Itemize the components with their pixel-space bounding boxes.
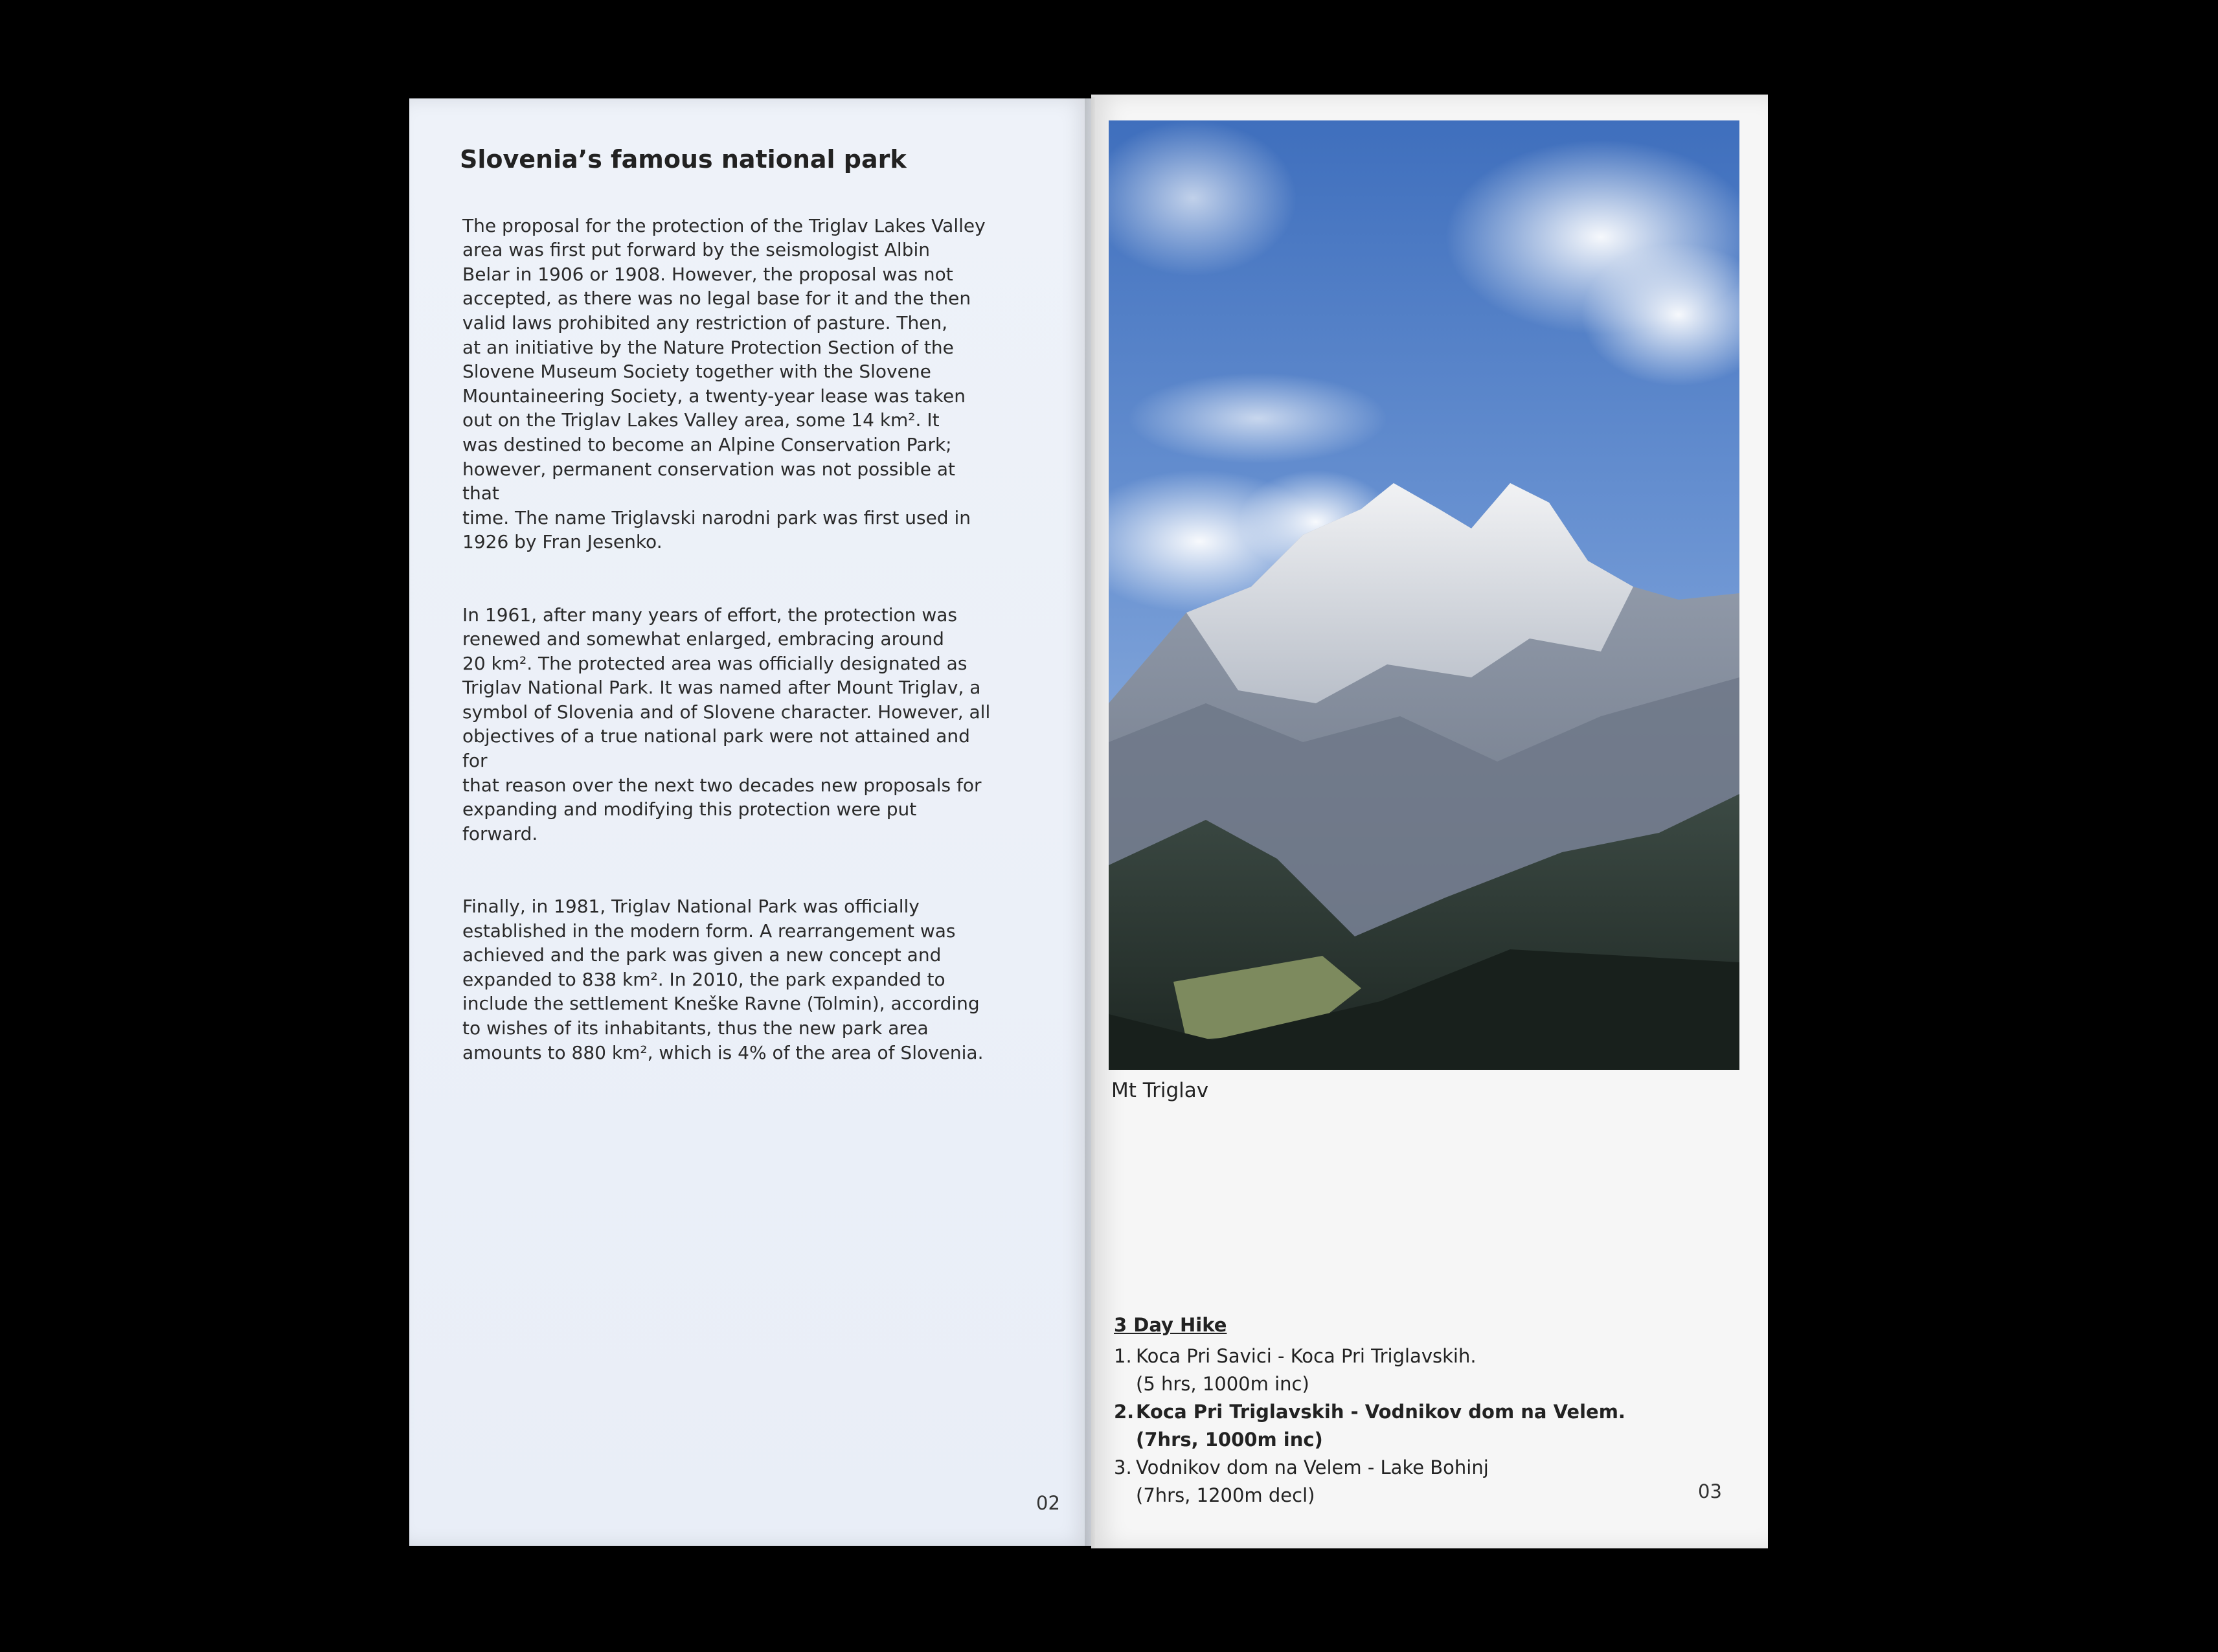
hike-item-number: 3. [1114, 1456, 1132, 1478]
hike-title: 3 Day Hike [1114, 1314, 1227, 1336]
hike-item [1114, 1398, 1697, 1454]
body-text [462, 189, 993, 1113]
page-gutter [1085, 97, 1095, 1548]
paragraph-1: The proposal for the protection of the Triglav Lakes Valley area was first put forward by the seismologist Albin Belar in 1906 or 1908. However, the proposal was not accepted, as there was no legal base for it and the then valid laws prohibited any restriction of pasture. Then, at an initiative by the Nature Protection Section of the Slovene Museum Society together with the Slovene Mountaineering Society, a twenty-year lease was taken out on the Triglav Lakes Valley area, some 14 km². It was destined to become an Alpine Conservation Park; however, permanent conservation was not possible at that time. The name Triglavski narodni park was first used in 1926 by Fran Jesenko. [462, 214, 986, 553]
hike-item-number: 1. [1114, 1345, 1132, 1367]
hike-section [1114, 1311, 1697, 1510]
hike-item-text: Koca Pri Triglavskih - Vodnikov dom na Velem. (7hrs, 1000m inc) [1136, 1401, 1625, 1451]
hike-item [1114, 1342, 1697, 1398]
photo-caption: Mt Triglav [1111, 1079, 1209, 1102]
paragraph-3: Finally, in 1981, Triglav National Park was officially established in the modern form. A rearrangement was achieved and the park was given a new concept and expanded to 838 km². In 2010, the park expanded to include the settlement Kneške Ravne (Tolmin), according to wishes of its inhabitants, thus the new park area amounts to 880 km², which is 4% of the area of Slovenia. [462, 896, 984, 1063]
mountain-photo [1109, 120, 1739, 1070]
hike-item-text: Koca Pri Savici - Koca Pri Triglavskih. (5 hrs, 1000m inc) [1136, 1345, 1477, 1395]
mountain-photo-icon [1109, 120, 1739, 1070]
page-number-right: 03 [1698, 1480, 1722, 1502]
page-heading: Slovenia’s famous national park [460, 145, 907, 174]
paragraph-2: In 1961, after many years of effort, the protection was renewed and somewhat enlarged, embracing around 20 km². The protected area was officially designated as Triglav National Park. It was named after Mount Triglav, a symbol of Slovenia and of Slovene character. However, all objectives of a true national park were not attained and for that reason over the next two decades new proposals for expanding and modifying this protection were put forward. [462, 604, 991, 844]
hike-item-number: 2. [1114, 1401, 1135, 1423]
page-number-left: 02 [1036, 1492, 1060, 1514]
hike-item-text: Vodnikov dom na Velem - Lake Bohinj (7hrs, 1200m decl) [1136, 1456, 1489, 1506]
hike-item [1114, 1454, 1697, 1510]
